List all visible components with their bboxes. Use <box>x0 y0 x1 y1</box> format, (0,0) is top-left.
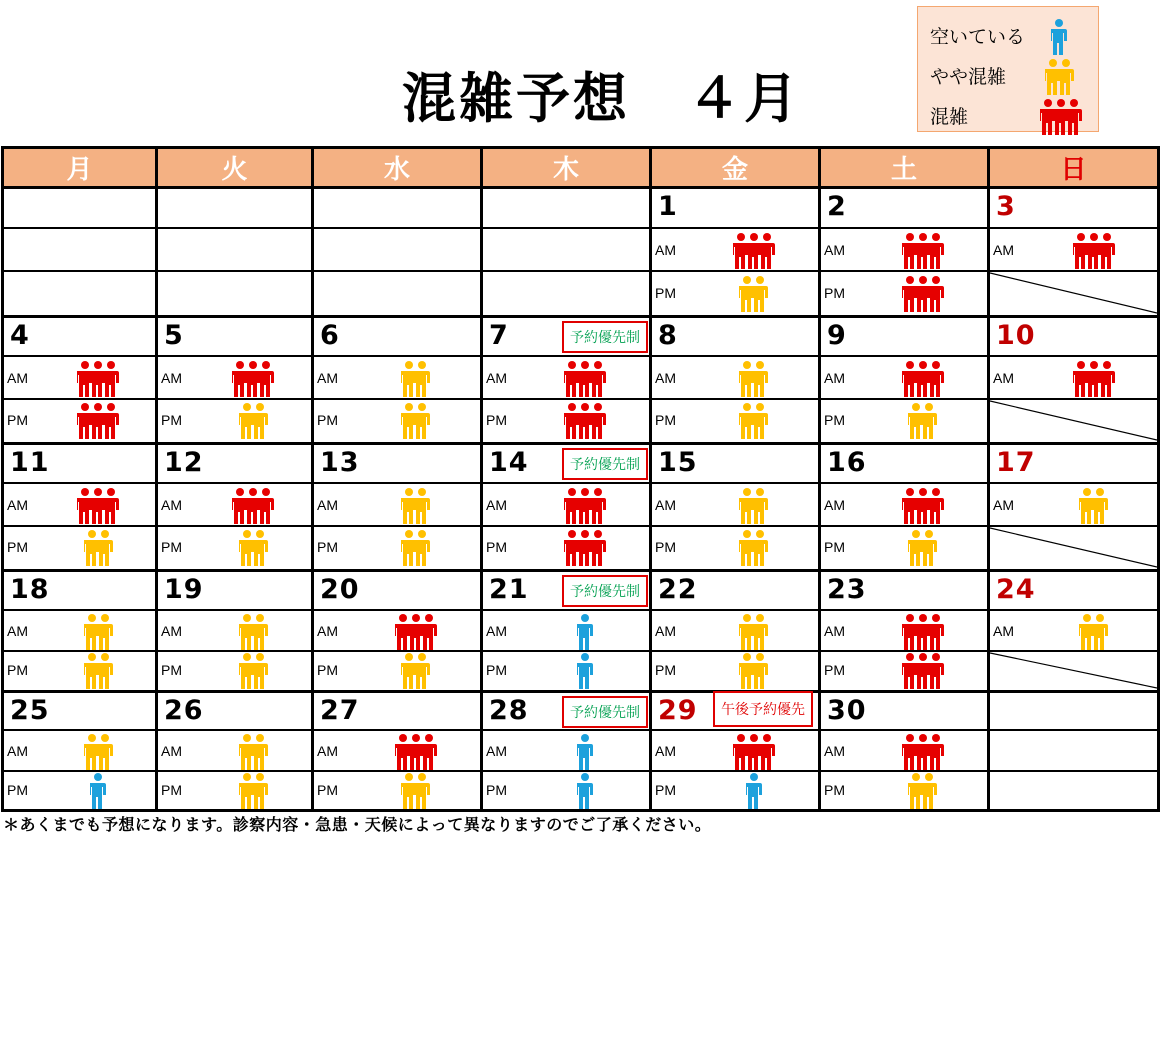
legend-item-low <box>930 15 1030 55</box>
day-number: 20 <box>320 574 360 605</box>
three-people-icon <box>564 488 606 528</box>
am-label: AM <box>824 241 845 258</box>
day-cell-11[interactable] <box>1 445 155 569</box>
two-people-icon <box>84 653 113 693</box>
closed-slash <box>990 652 1157 690</box>
day-cell-14[interactable] <box>480 445 649 569</box>
day-number: 7 <box>489 320 509 351</box>
am-label: AM <box>7 622 28 639</box>
am-label: AM <box>824 622 845 639</box>
day-cell-6[interactable] <box>311 318 480 442</box>
person-icon <box>90 773 106 813</box>
pm-label: PM <box>486 662 507 678</box>
day-cell-30[interactable] <box>818 693 987 809</box>
day-number: 9 <box>827 320 847 351</box>
three-people-icon <box>902 233 944 273</box>
am-label: AM <box>7 369 28 386</box>
am-label: AM <box>993 369 1014 386</box>
legend <box>917 6 1099 132</box>
am-label: AM <box>655 496 676 513</box>
page-title: 混雑予想 ４月 <box>402 67 801 130</box>
day-number: 18 <box>10 574 50 605</box>
am-label: AM <box>486 742 507 759</box>
am-label: AM <box>824 496 845 513</box>
am-label: AM <box>655 369 676 386</box>
two-people-icon <box>401 361 430 401</box>
day-number: 15 <box>658 447 698 478</box>
am-label: AM <box>993 496 1014 513</box>
day-number: 25 <box>10 695 50 726</box>
reservation-badge: 予約優先制 <box>562 696 648 728</box>
two-people-icon <box>401 530 430 570</box>
am-label: AM <box>824 742 845 759</box>
am-label: AM <box>317 496 338 513</box>
day-number: 10 <box>996 320 1036 351</box>
pm-label: PM <box>655 284 676 301</box>
three-people-icon <box>77 403 119 443</box>
three-people-icon <box>395 734 437 774</box>
am-label: AM <box>655 241 676 258</box>
three-people-icon <box>232 361 274 401</box>
two-people-icon <box>1079 488 1108 528</box>
two-people-icon <box>1079 614 1108 654</box>
day-cell-15[interactable] <box>649 445 818 569</box>
day-cell-23[interactable] <box>818 572 987 690</box>
pm-label: PM <box>161 781 182 798</box>
am-label: AM <box>655 622 676 639</box>
pm-label: PM <box>7 781 28 798</box>
pm-label: PM <box>161 412 182 428</box>
day-cell-27[interactable] <box>311 693 480 809</box>
am-label: AM <box>7 742 28 759</box>
legend-item-mid <box>930 55 1030 95</box>
week-row <box>1 442 1160 569</box>
day-number: 12 <box>164 447 204 478</box>
two-people-icon <box>908 403 937 443</box>
two-people-icon <box>908 530 937 570</box>
pm-label: PM <box>824 781 845 798</box>
two-people-icon <box>84 734 113 774</box>
closed-slash <box>990 527 1157 569</box>
empty-cell <box>987 693 1160 809</box>
two-people-icon <box>739 403 768 443</box>
am-label: AM <box>993 622 1014 639</box>
two-people-icon <box>739 488 768 528</box>
day-cell-25[interactable] <box>1 693 155 809</box>
day-cell-1[interactable] <box>649 189 818 315</box>
day-cell-12[interactable] <box>155 445 311 569</box>
two-people-icon <box>239 530 268 570</box>
am-label: AM <box>655 742 676 759</box>
person-icon <box>577 734 593 774</box>
day-cell-2[interactable] <box>818 189 987 315</box>
day-cell-16[interactable] <box>818 445 987 569</box>
day-number: 2 <box>827 191 847 222</box>
two-people-icon <box>739 530 768 570</box>
day-number: 29 <box>658 695 698 726</box>
day-number: 6 <box>320 320 340 351</box>
empty-cell <box>311 189 480 315</box>
pm-label: PM <box>7 662 28 678</box>
pm-label: PM <box>486 412 507 428</box>
day-cell-24[interactable] <box>987 572 1160 690</box>
legend-label: 混雑 <box>930 105 969 128</box>
am-label: AM <box>161 622 182 639</box>
weekday-header: 水 <box>311 146 483 186</box>
pm-label: PM <box>655 412 676 428</box>
day-cell-20[interactable] <box>311 572 480 690</box>
day-number: 19 <box>164 574 204 605</box>
person-icon <box>577 653 593 693</box>
three-people-icon <box>733 734 775 774</box>
pm-label: PM <box>486 781 507 798</box>
empty-cell <box>1 189 155 315</box>
week-row <box>1 569 1160 690</box>
pm-label: PM <box>317 662 338 678</box>
two-people-icon <box>239 773 268 813</box>
day-number: 22 <box>658 574 698 605</box>
three-people-icon <box>77 361 119 401</box>
two-people-icon <box>239 653 268 693</box>
pm-label: PM <box>7 412 28 428</box>
person-icon <box>1051 19 1067 59</box>
three-people-icon <box>564 403 606 443</box>
person-icon <box>577 614 593 654</box>
day-number: 24 <box>996 574 1036 605</box>
legend-label: やや混雑 <box>930 65 1007 88</box>
day-cell-17[interactable] <box>987 445 1160 569</box>
pm-label: PM <box>486 539 507 555</box>
reservation-badge: 午後予約優先 <box>713 691 813 727</box>
two-people-icon <box>739 614 768 654</box>
three-people-icon <box>1073 361 1115 401</box>
three-people-icon <box>395 614 437 654</box>
am-label: AM <box>486 369 507 386</box>
pm-label: PM <box>655 539 676 555</box>
am-label: AM <box>486 496 507 513</box>
day-number: 4 <box>10 320 30 351</box>
legend-item-high <box>930 95 1030 135</box>
calendar <box>1 146 1160 812</box>
am-label: AM <box>7 496 28 513</box>
pm-label: PM <box>655 781 676 798</box>
three-people-icon <box>232 488 274 528</box>
day-cell-4[interactable] <box>1 318 155 442</box>
empty-cell <box>155 189 311 315</box>
footnote: ＊あくまでも予想になります。診察内容・急患・天候によって異なりますのでご了承ください。 <box>3 815 712 834</box>
day-number: 11 <box>10 447 50 478</box>
weekday-header: 月 <box>1 146 158 186</box>
two-people-icon <box>239 734 268 774</box>
two-people-icon <box>739 276 768 316</box>
week-row <box>1 186 1160 315</box>
am-label: AM <box>317 742 338 759</box>
two-people-icon <box>401 773 430 813</box>
day-number: 17 <box>996 447 1036 478</box>
two-people-icon <box>739 361 768 401</box>
three-people-icon <box>1073 233 1115 273</box>
empty-cell <box>480 189 649 315</box>
day-number: 1 <box>658 191 678 222</box>
weekday-header: 土 <box>818 146 990 186</box>
weekday-header: 日 <box>987 146 1160 186</box>
pm-label: PM <box>824 284 845 301</box>
weekday-header: 火 <box>155 146 314 186</box>
day-cell-9[interactable] <box>818 318 987 442</box>
three-people-icon <box>902 653 944 693</box>
three-people-icon <box>902 276 944 316</box>
closed-slash <box>990 400 1157 442</box>
day-number: 30 <box>827 695 867 726</box>
pm-label: PM <box>317 412 338 428</box>
am-label: AM <box>161 369 182 386</box>
pm-label: PM <box>317 539 338 555</box>
am-label: AM <box>824 369 845 386</box>
week-row <box>1 690 1160 812</box>
closed-slash <box>990 272 1157 315</box>
day-cell-26[interactable] <box>155 693 311 809</box>
day-cell-10[interactable] <box>987 318 1160 442</box>
three-people-icon <box>1040 99 1082 139</box>
weekday-header: 木 <box>480 146 652 186</box>
three-people-icon <box>902 488 944 528</box>
day-cell-29[interactable] <box>649 693 818 809</box>
day-cell-7[interactable] <box>480 318 649 442</box>
two-people-icon <box>739 653 768 693</box>
two-people-icon <box>908 773 937 813</box>
two-people-icon <box>84 614 113 654</box>
day-cell-3[interactable] <box>987 189 1160 315</box>
three-people-icon <box>77 488 119 528</box>
pm-label: PM <box>161 539 182 555</box>
day-number: 8 <box>658 320 678 351</box>
day-number: 16 <box>827 447 867 478</box>
pm-label: PM <box>161 662 182 678</box>
day-cell-5[interactable] <box>155 318 311 442</box>
reservation-badge: 予約優先制 <box>562 448 648 480</box>
day-cell-18[interactable] <box>1 572 155 690</box>
two-people-icon <box>401 403 430 443</box>
day-cell-28[interactable] <box>480 693 649 809</box>
day-cell-13[interactable] <box>311 445 480 569</box>
week-row <box>1 315 1160 442</box>
am-label: AM <box>993 241 1014 258</box>
two-people-icon <box>401 653 430 693</box>
weekday-header: 金 <box>649 146 821 186</box>
am-label: AM <box>317 622 338 639</box>
three-people-icon <box>733 233 775 273</box>
am-label: AM <box>161 496 182 513</box>
person-icon <box>746 773 762 813</box>
am-label: AM <box>317 369 338 386</box>
pm-label: PM <box>824 662 845 678</box>
pm-label: PM <box>7 539 28 555</box>
day-cell-21[interactable] <box>480 572 649 690</box>
three-people-icon <box>564 361 606 401</box>
reservation-badge: 予約優先制 <box>562 321 648 353</box>
pm-label: PM <box>824 539 845 555</box>
am-label: AM <box>161 742 182 759</box>
two-people-icon <box>239 614 268 654</box>
two-people-icon <box>401 488 430 528</box>
day-number: 23 <box>827 574 867 605</box>
day-number: 26 <box>164 695 204 726</box>
day-number: 13 <box>320 447 360 478</box>
day-number: 14 <box>489 447 529 478</box>
three-people-icon <box>902 361 944 401</box>
day-cell-19[interactable] <box>155 572 311 690</box>
pm-label: PM <box>824 412 845 428</box>
day-number: 21 <box>489 574 529 605</box>
day-cell-8[interactable] <box>649 318 818 442</box>
two-people-icon <box>1045 59 1074 99</box>
day-cell-22[interactable] <box>649 572 818 690</box>
person-icon <box>577 773 593 813</box>
day-number: 5 <box>164 320 184 351</box>
three-people-icon <box>902 734 944 774</box>
reservation-badge: 予約優先制 <box>562 575 648 607</box>
pm-label: PM <box>317 781 338 798</box>
two-people-icon <box>84 530 113 570</box>
pm-label: PM <box>655 662 676 678</box>
two-people-icon <box>239 403 268 443</box>
day-number: 3 <box>996 191 1016 222</box>
three-people-icon <box>902 614 944 654</box>
am-label: AM <box>486 622 507 639</box>
day-number: 28 <box>489 695 529 726</box>
day-number: 27 <box>320 695 360 726</box>
three-people-icon <box>564 530 606 570</box>
legend-label: 空いている <box>930 25 1026 48</box>
